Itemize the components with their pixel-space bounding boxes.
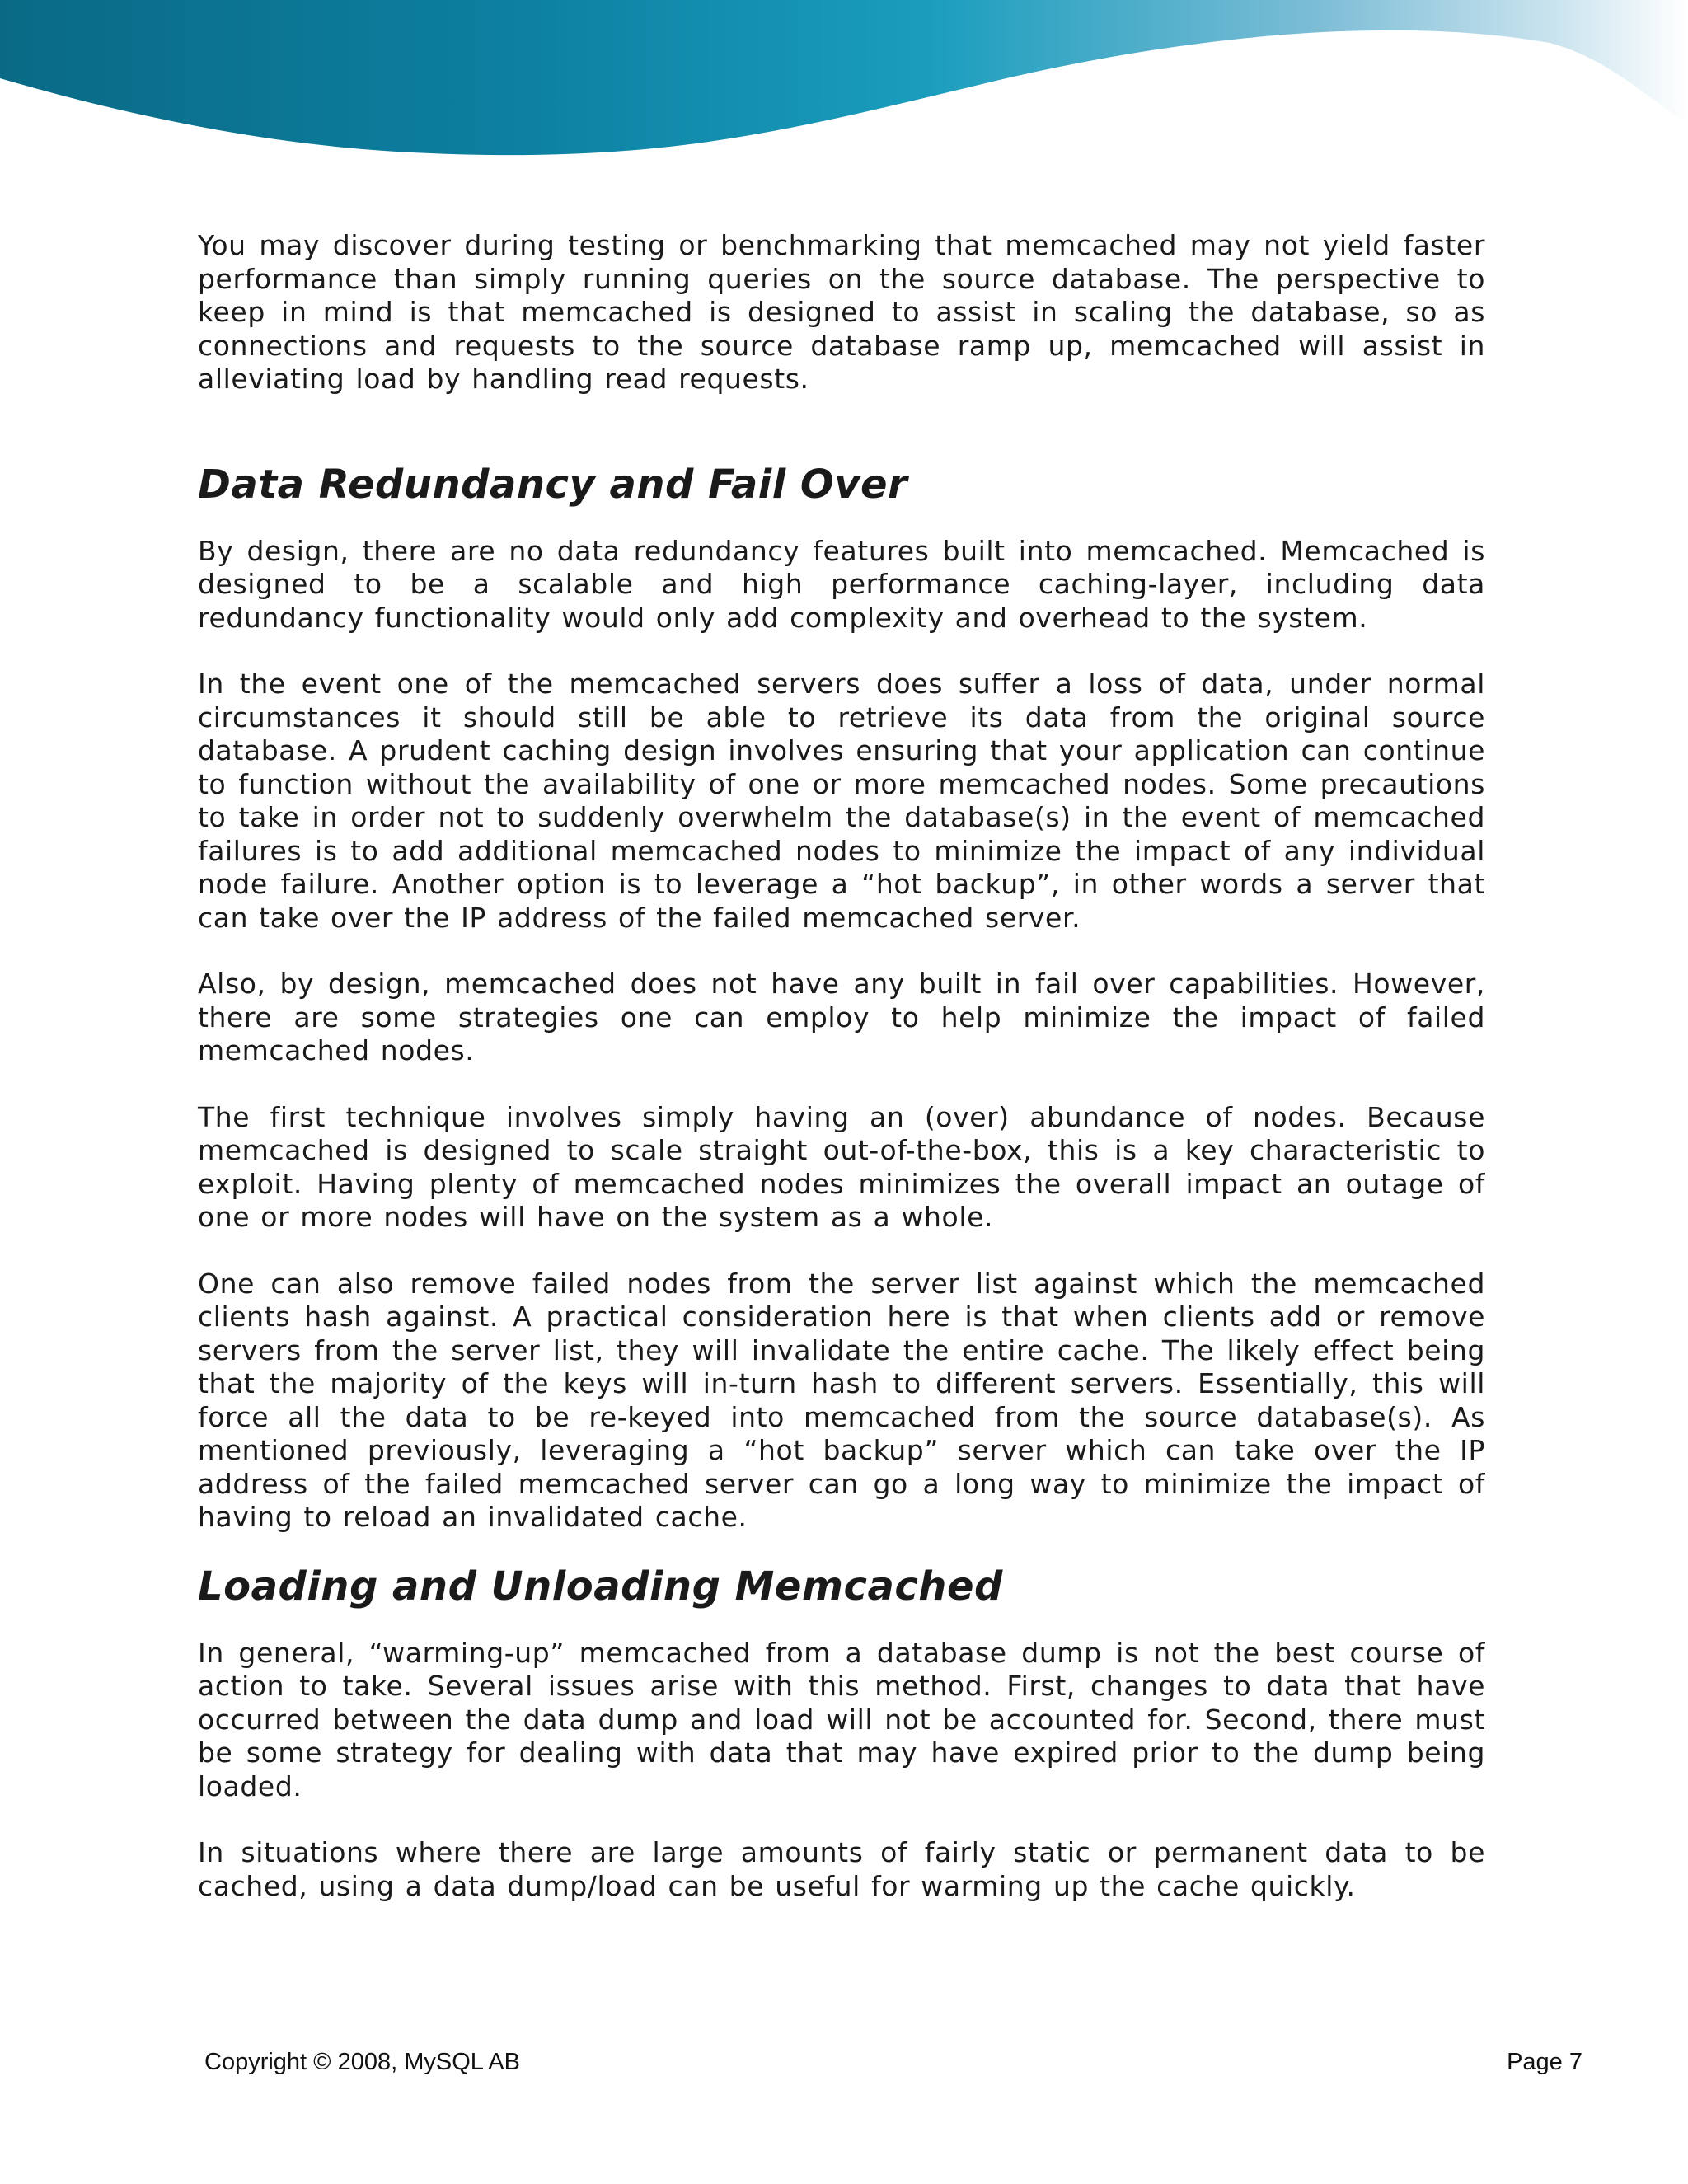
paragraph-abundance-of-nodes: The first technique involves simply having an (over) abundance of nodes. Because memcached is designed to scale straight out-of-the-box, this is a key characteristic to exploit. Having plenty of memcached nodes minimizes the overall impact an outage of one or more nodes will have on the system as a whole. [198, 1100, 1485, 1233]
header-wave-banner [0, 0, 1688, 165]
paragraph-data-dump-load: In situations where there are large amounts of fairly static or permanent data to be cached, using a data dump/load can be useful for warming up the cache quickly. [198, 1836, 1485, 1902]
footer-copyright: Copyright © 2008, MySQL AB [204, 2049, 520, 2075]
paragraph-server-data-loss: In the event one of the memcached servers does suffer a loss of data, under normal circumstances it should still be able to retrieve its data from the original source database. A prudent caching design involves ensuring that your application can continue to function without the availability of one or more memcached nodes. Some precautions to take in order not to suddenly overwhelm the database(s) in the event of memcached failures is to add additional memcached nodes to minimize the impact of any individual node failure. Another option is to leverage a “hot backup”, in other words a server that can take over the IP address of the failed memcached server. [198, 668, 1485, 934]
paragraph-design-redundancy: By design, there are no data redundancy features built into memcached. Memcached is designed to be a scalable and high performance caching-layer, including data redundancy functionality would only add complexity and overhead to the system. [198, 534, 1485, 634]
footer-page-number: Page 7 [1507, 2049, 1582, 2075]
section-heading-data-redundancy: Data Redundancy and Fail Over [198, 461, 908, 508]
section-heading-loading-unloading: Loading and Unloading Memcached [198, 1563, 1003, 1610]
intro-paragraph: You may discover during testing or benchmarking that memcached may not yield faster performance than simply running queries on the source database. The perspective to keep in mind is that memcached is designed to assist in scaling the database, so as connections and requests to the source database ramp up, memcached will assist in alleviating load by handling read requests. [198, 229, 1485, 395]
document-body [198, 229, 1485, 1903]
paragraph-remove-failed-nodes: One can also remove failed nodes from the server list against which the memcached clients hash against. A practical consideration here is that when clients add or remove servers from the server list, they will invalidate the entire cache. The likely effect being that the majority of the keys will in-turn hash to different servers. Essentially, this will force all the data to be re-keyed into memcached from the source database(s). As mentioned previously, leveraging a “hot backup” server which can take over the IP address of the failed memcached server can go a long way to minimize the impact of having to reload an invalidated cache. [198, 1267, 1485, 1533]
paragraph-fail-over-capabilities: Also, by design, memcached does not have any built in fail over capabilities. However, there are some strategies one can employ to help minimize the impact of failed memcached nodes. [198, 968, 1485, 1066]
paragraph-warming-up: In general, “warming-up” memcached from a database dump is not the best course of action to take. Several issues arise with this method. First, changes to data that have occurred between the data dump and load will not be accounted for. Second, there must be some strategy for dealing with data that may have expired prior to the dump being loaded. [198, 1636, 1485, 1802]
